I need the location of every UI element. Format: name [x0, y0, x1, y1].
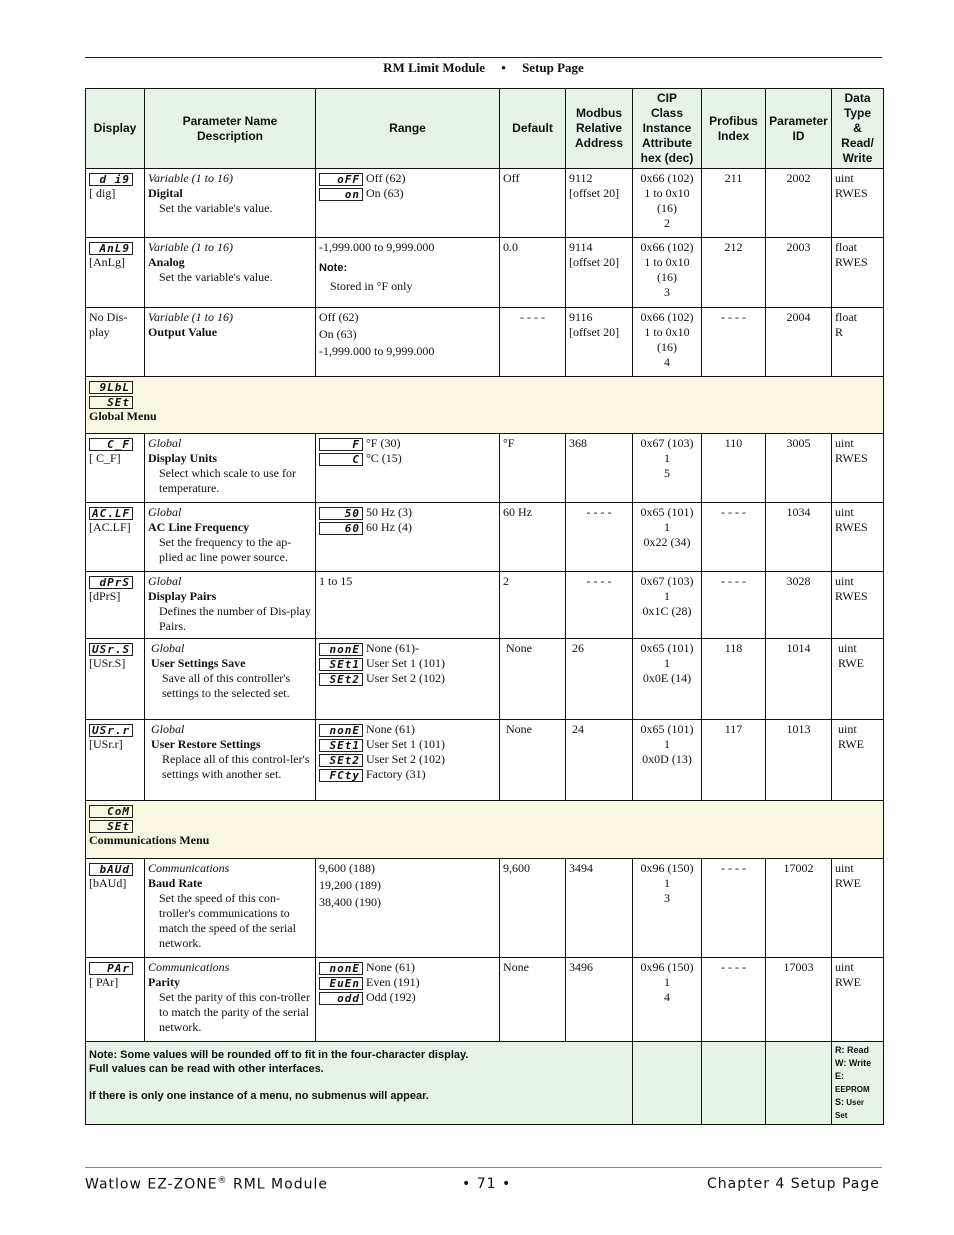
range-option: Even (191): [366, 975, 420, 989]
profibus-cell: 212: [702, 238, 766, 308]
range-cell: [316, 238, 500, 308]
param-id-cell: 1014: [766, 639, 832, 720]
display-abbr: [AnLg]: [89, 255, 125, 269]
range-cell: [316, 958, 500, 1042]
range-option: Off (62): [366, 171, 406, 185]
lcd-display: PAr: [89, 962, 133, 975]
range-line: 38,400 (190): [319, 895, 381, 909]
footer-product: [85, 1176, 328, 1193]
range-cell: [316, 503, 500, 572]
cip-class: 0x96 (150): [640, 960, 694, 974]
modbus-cell: [566, 308, 633, 377]
param-cell: [145, 238, 316, 308]
cip-instance-dec: (16): [657, 201, 677, 215]
default-cell: 9,600: [500, 859, 566, 958]
data-type: uint: [835, 960, 854, 974]
range-option: None (61): [366, 960, 415, 974]
data-type: uint: [835, 436, 854, 450]
param-group: Variable (1 to 16): [148, 310, 233, 324]
param-name: Output Value: [148, 325, 218, 339]
range-option: °F (30): [366, 436, 401, 450]
cip-class: 0x65 (101): [640, 505, 694, 519]
display-cell: [86, 958, 145, 1042]
legend-key: R:: [835, 1045, 845, 1055]
lcd-option: C: [319, 453, 363, 466]
data-type: float: [835, 310, 857, 324]
lcd-option: SEt2: [319, 673, 363, 686]
table-row: [86, 169, 884, 238]
footer-brand: Watlow EZ-ZONE: [85, 1176, 218, 1193]
param-desc: Set the variable's value.: [159, 270, 273, 284]
range-option: Factory (31): [366, 767, 426, 781]
cip-class: 0x96 (150): [640, 861, 694, 875]
cip-attribute: 0x22 (34): [643, 535, 691, 549]
lcd-display: d i9: [89, 173, 133, 186]
cip-instance-dec: (16): [657, 340, 677, 354]
note-cell: [86, 1042, 633, 1125]
display-cell: No Dis- play: [86, 308, 145, 377]
param-cell: [145, 958, 316, 1042]
range-option: None (61)-: [366, 641, 419, 655]
col-header-dtype: Data Type & Read/ Write: [832, 89, 884, 169]
read-write: RWES: [835, 589, 868, 603]
param-desc: Defines the number of Dis-play Pairs.: [159, 604, 311, 633]
lcd-option: nonE: [319, 724, 363, 737]
profibus-cell: 118: [702, 639, 766, 720]
menu-cell: [86, 377, 884, 434]
dtype-cell: [832, 238, 884, 308]
display-cell: [86, 503, 145, 572]
cip-class: 0x67 (103): [640, 574, 694, 588]
display-abbr: [AC.LF]: [89, 520, 131, 534]
legend-value: User: [844, 1098, 865, 1107]
col-header-default: Default: [500, 89, 566, 169]
lcd-option: nonE: [319, 962, 363, 975]
cip-instance: 1: [664, 589, 670, 603]
legend-key: S:: [835, 1097, 844, 1107]
param-desc: Replace all of this control-ler's settings with another set.: [162, 752, 310, 781]
footer-chapter: Chapter 4 Setup Page: [707, 1176, 880, 1192]
col-header-range: Range: [316, 89, 500, 169]
legend-value: EEPROM: [835, 1085, 870, 1094]
cip-attribute: 0x0D (13): [642, 752, 692, 766]
param-name: Parity: [148, 975, 180, 989]
page-header: [85, 60, 882, 76]
cip-attribute: 0x0E (14): [642, 671, 692, 685]
cip-cell: [633, 859, 702, 958]
cip-class: 0x67 (103): [640, 436, 694, 450]
range-option: On (63): [366, 186, 404, 200]
lcd-display: bAUd: [89, 863, 133, 876]
range-line: On (63): [319, 327, 357, 341]
table-row: [86, 238, 884, 308]
menu-row-communications: [86, 801, 884, 859]
modbus-cell: [566, 238, 633, 308]
range-text: -1,999.000 to 9,999.000: [319, 240, 435, 254]
range-cell: [316, 434, 500, 503]
param-id-cell: 2004: [766, 308, 832, 377]
param-cell: [145, 503, 316, 572]
footer-module: RML Module: [227, 1176, 328, 1193]
lcd-option: 50: [319, 507, 363, 520]
cip-instance: 1: [664, 656, 670, 670]
table-row: [86, 859, 884, 958]
cip-instance: 1 to 0x10: [644, 255, 690, 269]
registered-mark: ®: [217, 1176, 228, 1186]
cip-instance: 1 to 0x10: [644, 186, 690, 200]
legend-key: E:: [835, 1071, 844, 1081]
range-cell: [316, 720, 500, 801]
param-group: Global: [151, 722, 185, 736]
display-cell: [86, 572, 145, 639]
param-group: Communications: [148, 861, 230, 875]
header-bullet: •: [501, 60, 506, 75]
dtype-cell: [832, 958, 884, 1042]
cip-instance: 1: [664, 520, 670, 534]
modbus-cell: 24: [566, 720, 633, 801]
col-header-profibus: Profibus Index: [702, 89, 766, 169]
cip-cell: [633, 572, 702, 639]
legend-value: Write: [846, 1058, 872, 1068]
lcd-option: oFF: [319, 173, 363, 186]
cip-cell: [633, 238, 702, 308]
param-cell: [145, 720, 316, 801]
range-option: User Set 1 (101): [366, 737, 445, 751]
page-number: • 71 •: [462, 1176, 512, 1192]
cip-attribute: 4: [664, 990, 670, 1004]
col-header-modbus: Modbus Relative Address: [566, 89, 633, 169]
menu-cell: [86, 801, 884, 859]
modbus-offset: [offset 20]: [569, 325, 620, 339]
footer-rule: [85, 1167, 882, 1168]
table-row: [86, 308, 884, 377]
data-type: float: [835, 240, 857, 254]
modbus-cell: 368: [566, 434, 633, 503]
modbus-cell: - - - -: [566, 572, 633, 639]
param-group: Variable (1 to 16): [148, 171, 233, 185]
range-note-label: Note:: [319, 262, 348, 274]
menu-title: Global Menu: [89, 409, 157, 423]
cip-class: 0x66 (102): [640, 310, 694, 324]
note-empty-cell: [766, 1042, 832, 1125]
param-group: Variable (1 to 16): [148, 240, 233, 254]
lcd-option: on: [319, 188, 363, 201]
modbus-address: 9112: [569, 171, 593, 185]
range-option: °C (15): [366, 451, 402, 465]
dtype-cell: [832, 720, 884, 801]
lcd-menu: CoM: [89, 805, 133, 818]
default-cell: 0.0: [500, 238, 566, 308]
param-group: Global: [148, 436, 182, 450]
range-option: 50 Hz (3): [366, 505, 412, 519]
col-header-cip: CIP Class Instance Attribute hex (dec): [633, 89, 702, 169]
legend-value: Read: [844, 1045, 870, 1055]
display-cell: [86, 720, 145, 801]
param-name: User Restore Settings: [151, 737, 261, 751]
display-abbr: [ C_F]: [89, 451, 121, 465]
cip-instance: 1 to 0x10: [644, 325, 690, 339]
range-option: None (61): [366, 722, 415, 736]
modbus-cell: 3496: [566, 958, 633, 1042]
display-cell: [86, 434, 145, 503]
range-line: 9,600 (188): [319, 861, 375, 875]
range-option: User Set 2 (102): [366, 671, 445, 685]
lcd-display: dPrS: [89, 576, 133, 589]
cip-cell: [633, 720, 702, 801]
read-write: RWES: [835, 520, 868, 534]
display-abbr: [USr.S]: [89, 656, 126, 670]
dtype-cell: [832, 572, 884, 639]
data-type: uint: [838, 641, 857, 655]
param-name: Display Pairs: [148, 589, 217, 603]
dtype-cell: [832, 859, 884, 958]
read-write: RWE: [835, 876, 861, 890]
range-cell: [316, 169, 500, 238]
profibus-cell: 117: [702, 720, 766, 801]
default-cell: None: [500, 958, 566, 1042]
modbus-address: 9116: [569, 310, 593, 324]
cip-class: 0x65 (101): [640, 722, 694, 736]
profibus-cell: - - - -: [702, 572, 766, 639]
param-id-cell: 1013: [766, 720, 832, 801]
param-desc: Set the variable's value.: [159, 201, 273, 215]
default-cell: °F: [500, 434, 566, 503]
profibus-cell: - - - -: [702, 503, 766, 572]
header-module: RM Limit Module: [383, 60, 485, 75]
param-cell: [145, 169, 316, 238]
modbus-offset: [offset 20]: [569, 186, 620, 200]
top-rule: [85, 57, 882, 58]
modbus-offset: [offset 20]: [569, 255, 620, 269]
lcd-menu: SEt: [89, 820, 133, 833]
table-row: [86, 572, 884, 639]
param-name: Baud Rate: [148, 876, 203, 890]
lcd-option: nonE: [319, 643, 363, 656]
lcd-display: USr.S: [89, 643, 133, 656]
note-line: Full values can be read with other interfaces.: [89, 1063, 324, 1075]
lcd-display: AC.LF: [89, 507, 133, 520]
default-cell: None: [500, 639, 566, 720]
param-cell: [145, 434, 316, 503]
param-cell: [145, 572, 316, 639]
param-cell: [145, 639, 316, 720]
lcd-option: EuEn: [319, 977, 363, 990]
cip-attribute: 3: [664, 285, 670, 299]
rw-legend: [832, 1042, 884, 1125]
param-desc: Set the parity of this con-troller to match the parity of the serial network.: [159, 990, 310, 1034]
modbus-cell: - - - -: [566, 503, 633, 572]
range-line: Off (62): [319, 310, 359, 324]
read-write: RWES: [835, 186, 868, 200]
dtype-cell: [832, 308, 884, 377]
read-write: RWES: [835, 451, 868, 465]
param-group: Global: [148, 505, 182, 519]
note-row: [86, 1042, 884, 1125]
profibus-cell: - - - -: [702, 308, 766, 377]
read-write: R: [835, 325, 844, 339]
display-abbr: [dPrS]: [89, 589, 121, 603]
lcd-option: SEt2: [319, 754, 363, 767]
cip-attribute: 4: [664, 355, 670, 369]
lcd-menu: SEt: [89, 396, 133, 409]
dtype-cell: [832, 503, 884, 572]
display-cell: [86, 169, 145, 238]
param-desc: Select which scale to use for temperature.: [159, 466, 296, 495]
menu-row-global: [86, 377, 884, 434]
data-type: uint: [835, 574, 854, 588]
cip-class: 0x66 (102): [640, 171, 694, 185]
range-line: 19,200 (189): [319, 878, 381, 892]
col-header-param-id: Parameter ID: [766, 89, 832, 169]
cip-cell: [633, 308, 702, 377]
profibus-cell: - - - -: [702, 958, 766, 1042]
param-name: Digital: [148, 186, 183, 200]
profibus-cell: - - - -: [702, 859, 766, 958]
range-note: Stored in °F only: [330, 279, 413, 293]
col-header-param: Parameter Name Description: [145, 89, 316, 169]
display-abbr: [ PAr]: [89, 975, 119, 989]
table-row: [86, 639, 884, 720]
param-id-cell: 3005: [766, 434, 832, 503]
cip-class: 0x65 (101): [640, 641, 694, 655]
cip-attribute: 3: [664, 891, 670, 905]
modbus-cell: 3494: [566, 859, 633, 958]
lcd-option: odd: [319, 992, 363, 1005]
lcd-menu: 9LbL: [89, 381, 133, 394]
cip-instance: 1: [664, 876, 670, 890]
range-line: -1,999.000 to 9,999.000: [319, 344, 435, 358]
modbus-cell: [566, 169, 633, 238]
display-abbr: [bAUd]: [89, 876, 127, 890]
cip-attribute: 2: [664, 216, 670, 230]
param-id-cell: 2003: [766, 238, 832, 308]
table-row: [86, 434, 884, 503]
cip-cell: [633, 169, 702, 238]
lcd-display: AnL9: [89, 242, 133, 255]
display-abbr: [ dig]: [89, 186, 116, 200]
param-desc: Set the speed of this con-troller's communications to match the speed of the serial network.: [159, 891, 296, 950]
param-id-cell: 1034: [766, 503, 832, 572]
param-desc: Save all of this controller's settings to the selected set.: [162, 671, 291, 700]
read-write: RWE: [838, 737, 864, 751]
read-write: RWE: [835, 975, 861, 989]
note-empty-cell: [702, 1042, 766, 1125]
range-cell: [316, 639, 500, 720]
profibus-cell: 211: [702, 169, 766, 238]
cip-instance: 1: [664, 451, 670, 465]
cip-class: 0x66 (102): [640, 240, 694, 254]
param-desc: Set the frequency to the ap-plied ac line power source.: [159, 535, 292, 564]
display-cell: [86, 859, 145, 958]
lcd-display: C_F: [89, 438, 133, 451]
cip-cell: [633, 503, 702, 572]
lcd-option: SEt1: [319, 739, 363, 752]
range-option: User Set 1 (101): [366, 656, 445, 670]
display-cell: [86, 238, 145, 308]
lcd-option: SEt1: [319, 658, 363, 671]
table-row: [86, 720, 884, 801]
param-group: Global: [151, 641, 185, 655]
param-id-cell: 17003: [766, 958, 832, 1042]
cip-attribute: 0x1C (28): [642, 604, 692, 618]
read-write: RWE: [838, 656, 864, 670]
display-cell: [86, 639, 145, 720]
default-cell: 60 Hz: [500, 503, 566, 572]
range-option: User Set 2 (102): [366, 752, 445, 766]
note-line: Note: Some values will be rounded off to fit in the four-character display.: [89, 1049, 469, 1061]
data-type: uint: [835, 505, 854, 519]
param-name: User Settings Save: [151, 656, 246, 670]
param-cell: [145, 859, 316, 958]
cip-instance: 1: [664, 975, 670, 989]
header-page: Setup Page: [522, 60, 584, 75]
data-type: uint: [835, 171, 854, 185]
dtype-cell: [832, 434, 884, 503]
parameter-table: [85, 88, 884, 1125]
range-option: Odd (192): [366, 990, 416, 1004]
param-id-cell: 2002: [766, 169, 832, 238]
legend-key: W:: [835, 1058, 847, 1068]
param-name: Display Units: [148, 451, 218, 465]
range-cell: [316, 308, 500, 377]
range-cell: [316, 859, 500, 958]
param-name: AC Line Frequency: [148, 520, 250, 534]
param-group: Communications: [148, 960, 230, 974]
cip-instance: 1: [664, 737, 670, 751]
lcd-option: F: [319, 438, 363, 451]
legend-value: Set: [835, 1111, 848, 1120]
cip-attribute: 5: [664, 466, 670, 480]
param-group: Global: [148, 574, 182, 588]
range-option: 60 Hz (4): [366, 520, 412, 534]
modbus-cell: 26: [566, 639, 633, 720]
default-cell: Off: [500, 169, 566, 238]
cip-instance-dec: (16): [657, 270, 677, 284]
lcd-option: 60: [319, 522, 363, 535]
lcd-display: USr.r: [89, 724, 133, 737]
modbus-address: 9114: [569, 240, 593, 254]
table-header-row: [86, 89, 884, 169]
dtype-cell: [832, 169, 884, 238]
menu-title: Communications Menu: [89, 833, 210, 847]
note-line: If there is only one instance of a menu, no submenus will appear.: [89, 1090, 429, 1102]
display-abbr: [USr.r]: [89, 737, 123, 751]
data-type: uint: [838, 722, 857, 736]
read-write: RWES: [835, 255, 868, 269]
dtype-cell: [832, 639, 884, 720]
data-type: uint: [835, 861, 854, 875]
col-header-display: Display: [86, 89, 145, 169]
param-name: Analog: [148, 255, 185, 269]
param-id-cell: 17002: [766, 859, 832, 958]
cip-cell: [633, 958, 702, 1042]
param-cell: [145, 308, 316, 377]
table-row: [86, 503, 884, 572]
table-row: [86, 958, 884, 1042]
cip-cell: [633, 639, 702, 720]
default-cell: None: [500, 720, 566, 801]
range-cell: 1 to 15: [316, 572, 500, 639]
cip-cell: [633, 434, 702, 503]
param-id-cell: 3028: [766, 572, 832, 639]
note-empty-cell: [633, 1042, 702, 1125]
default-cell: 2: [500, 572, 566, 639]
default-cell: - - - -: [500, 308, 566, 377]
lcd-option: FCty: [319, 769, 363, 782]
profibus-cell: 110: [702, 434, 766, 503]
